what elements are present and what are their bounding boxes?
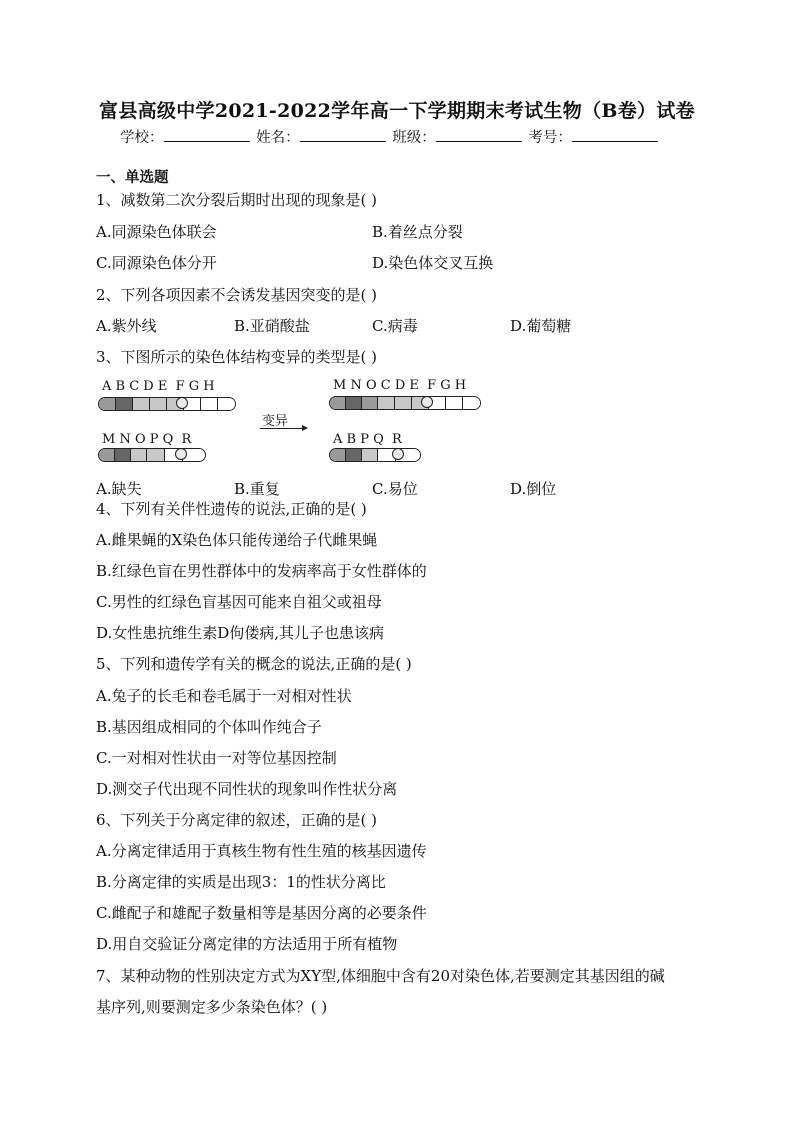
student-info-line (120, 126, 660, 147)
question-2-option-b[interactable]: B.亚硝酸盐 (234, 317, 310, 335)
chromosome-2-centromere (175, 448, 187, 460)
class-label: 班级： (392, 130, 436, 146)
question-1-option-a[interactable]: A.同源染色体联会 (96, 223, 217, 241)
question-1-option-b[interactable]: B.着丝点分裂 (372, 223, 463, 241)
question-2-option-c[interactable]: C.病毒 (372, 317, 418, 335)
chromosome-2-genes: M N O P Q R (102, 432, 192, 447)
question-2-stem: 2、下列各项因素不会诱发基因突变的是( ) (96, 286, 378, 304)
exam-no-label: 考号： (528, 130, 572, 146)
question-5-option-a[interactable]: A.兔子的长毛和卷毛属于一对相对性状 (96, 687, 352, 705)
chromosome-1-centromere (176, 397, 188, 409)
question-4-option-d[interactable]: D.女性患抗维生素D佝偻病,其儿子也患该病 (96, 624, 385, 642)
question-3-option-b[interactable]: B.重复 (234, 480, 280, 498)
question-4-stem: 4、下列有关伴性遗传的说法,正确的是( ) (96, 500, 367, 518)
chromosome-2 (98, 448, 206, 462)
name-blank[interactable] (300, 127, 386, 142)
question-7-stem-continued: 基序列,则要测定多少条染色体？( ) (96, 998, 328, 1016)
question-5-stem: 5、下列和遗传学有关的概念的说法,正确的是( ) (96, 655, 412, 673)
chromosome-3 (329, 396, 481, 410)
question-3-option-a[interactable]: A.缺失 (96, 480, 142, 498)
question-3-stem: 3、下图所示的染色体结构变异的类型是( ) (96, 348, 378, 366)
question-4-option-b[interactable]: B.红绿色盲在男性群体中的发病率高于女性群体的 (96, 562, 427, 580)
question-6-option-c[interactable]: C.雌配子和雄配子数量相等是基因分离的必要条件 (96, 904, 427, 922)
question-6-option-b[interactable]: B.分离定律的实质是出现3：1的性状分离比 (96, 873, 386, 891)
question-6-option-a[interactable]: A.分离定律适用于真核生物有性生殖的核基因遗传 (96, 842, 427, 860)
chromosome-3-genes: M N O C D E F G H (333, 378, 467, 393)
school-blank[interactable] (164, 127, 250, 142)
chromosome-4-centromere (392, 448, 404, 460)
question-5-option-c[interactable]: C.一对相对性状由一对等位基因控制 (96, 749, 337, 767)
question-3-option-d[interactable]: D.倒位 (510, 480, 557, 498)
question-3-option-c[interactable]: C.易位 (372, 480, 418, 498)
question-6-stem: 6、下列关于分离定律的叙述，正确的是( ) (96, 811, 378, 829)
question-4-option-a[interactable]: A.雌果蝇的X染色体只能传递给子代雌果蝇 (96, 531, 378, 549)
name-label: 姓名： (256, 130, 300, 146)
class-blank[interactable] (436, 127, 522, 142)
chromosome-1 (98, 397, 236, 411)
variation-arrow-label: 变异 (262, 414, 289, 429)
variation-arrow-icon (260, 428, 306, 429)
question-6-option-d[interactable]: D.用自交验证分离定律的方法适用于所有植物 (96, 935, 398, 953)
chromosome-4-genes: A B P Q R (333, 432, 402, 447)
chromosome-3-centromere (421, 396, 433, 408)
question-4-option-c[interactable]: C.男性的红绿色盲基因可能来自祖父或祖母 (96, 593, 382, 611)
question-7-stem: 7、某种动物的性别决定方式为XY型,体细胞中含有20对染色体,若要测定其基因组的碱 (96, 967, 665, 985)
question-1-option-d[interactable]: D.染色体交叉互换 (372, 254, 494, 272)
question-5-option-d[interactable]: D.测交子代出现不同性状的现象叫作性状分离 (96, 780, 398, 798)
question-2-option-a[interactable]: A.紫外线 (96, 317, 157, 335)
question-2-option-d[interactable]: D.葡萄糖 (510, 317, 572, 335)
school-label: 学校： (120, 130, 164, 146)
question-1-stem: 1、减数第二次分裂后期时出现的现象是( ) (96, 191, 378, 209)
section-title: 一、单选题 (96, 169, 169, 186)
exam-no-blank[interactable] (572, 127, 658, 142)
page-title: 富县高级中学2021-2022学年高一下学期期末考试生物（B卷）试卷 (99, 100, 695, 122)
chromosome-1-genes: A B C D E F G H (102, 379, 215, 394)
question-1-option-c[interactable]: C.同源染色体分开 (96, 254, 217, 272)
question-5-option-b[interactable]: B.基因组成相同的个体叫作纯合子 (96, 718, 322, 736)
chromosome-4 (329, 448, 421, 462)
